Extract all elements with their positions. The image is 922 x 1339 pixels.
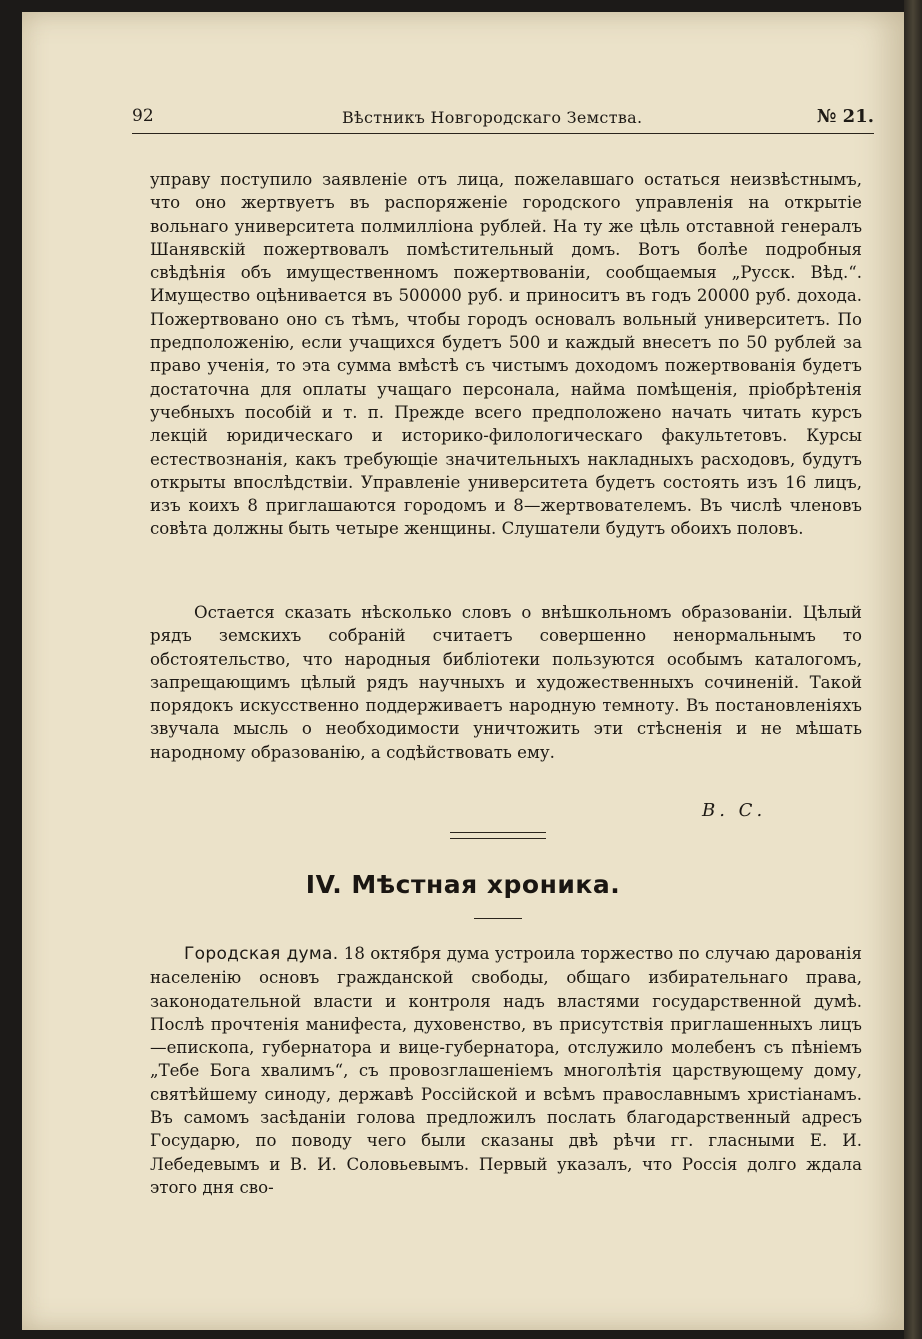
header-rule (132, 133, 874, 134)
section-divider (450, 832, 546, 839)
scanned-page (22, 12, 904, 1330)
chronicle-text: 18 октября дума устроила торжество по случаю дарованія населенію основъ гражданской свободы, общаго избирательнаго права, законодательной власти и контроля надъ властями государственной думѣ. Послѣ прочтенія манифеста, духовенство, въ присутствія приглашенныхъ лицъ—епископа, губернатора и вице-губернатора, отслужило молебенъ съ пѣніемъ „Тебе Бога хвалимъ“, съ провозглашеніемъ многолѣтія царствующему дому, святѣйшему синоду, державѣ Россійской и всѣмъ православнымъ христіанамъ. Въ самомъ засѣданіи голова предложилъ послать благодарственный адресъ Государю, по поводу чего были сказаны двѣ рѣчи гг. гласными Е. И. Лебедевымъ и В. И. Соловьевымъ. Первый указалъ, что Россія долго ждала этого дня сво- (150, 944, 862, 1197)
page-number: 92 (132, 106, 154, 126)
chronicle-paragraph (150, 942, 862, 1199)
book-spine (904, 0, 922, 1339)
paragraph-text (150, 942, 862, 1199)
journal-title: Вѣстникъ Новгородскаго Земства. (342, 108, 643, 127)
paragraph-text: Остается сказать нѣсколько словъ о внѣшкольномъ образованіи. Цѣлый рядъ земскихъ собраній считаетъ совершенно ненормальнымъ то обстоятельство, что народныя библіотеки пользуются особымъ каталогомъ, запрещающимъ цѣлый рядъ научныхъ и художественныхъ сочиненій. Такой порядокъ искусственно поддерживаетъ народную темноту. Въ постановленіяхъ звучала мысль о необходимости уничтожить эти стѣсненія и не мѣшать народному образованію, а содѣйствовать ему. (150, 603, 862, 762)
chronicle-lead: Городская дума. (184, 944, 339, 964)
article-paragraph-1 (150, 168, 862, 541)
section-heading: IV. Мѣстная хроника. (305, 870, 621, 899)
issue-number: № 21. (816, 106, 874, 127)
article-paragraph-2 (150, 601, 862, 764)
paragraph-text: управу поступило заявленіе отъ лица, пожелавшаго остаться неизвѣстнымъ, что оно жертвуетъ въ распоряженіе городского управленія на открытіе вольнаго университета полмилліона рублей. На ту же цѣль отставной генералъ Шанявскій пожертвовалъ помѣстительный домъ. Вотъ болѣе подробныя свѣдѣнія объ имущественномъ пожертвованіи, сообщаемыя „Русск. Вѣд.“. Имущество оцѣнивается въ 500000 руб. и приноситъ въ годъ 20000 руб. дохода. Пожертвовано оно съ тѣмъ, чтобы городъ основалъ вольный университетъ. По предположенію, если учащихся будетъ 500 и каждый внесетъ по 50 рублей за право ученія, то эта сумма вмѣстѣ съ чистымъ доходомъ пожертвованія будетъ достаточна для оплаты учащаго персонала, найма помѣщенія, пріобрѣтенія учебныхъ пособій и т. п. Прежде всего предположено начать читать курсъ лекцій юридическаго и историко-филологическаго факультетовъ. Курсы естествознанія, какъ требующіе значительныхъ накладныхъ расходовъ, будутъ открыты впослѣдствіи. Управленіе университета будетъ состоять изъ 16 лицъ, изъ коихъ 8 приглашаются городомъ и 8—жертвователемъ. Въ числѣ членовъ совѣта должны быть четыре женщины. Слушатели будутъ обоихъ половъ. (150, 170, 862, 539)
heading-underline (474, 918, 522, 919)
running-header (132, 104, 874, 134)
author-signature: В. С. (702, 800, 767, 821)
